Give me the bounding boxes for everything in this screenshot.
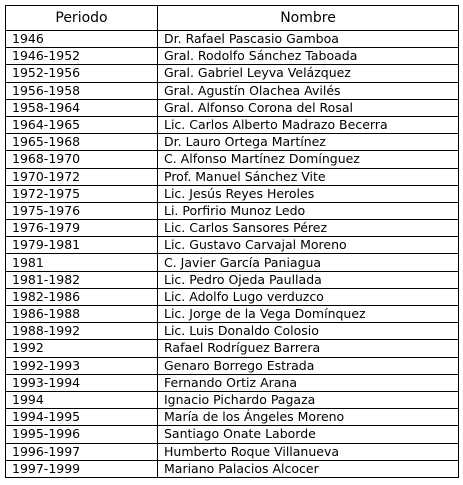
table-row: [6, 340, 459, 357]
table-row: [6, 271, 459, 288]
periodo-cell: 1994: [6, 391, 158, 408]
nombre-cell: Mariano Palacios Alcocer: [158, 460, 459, 477]
periodo-cell: 1946-1952: [6, 48, 158, 65]
nombre-cell: Lic. Gustavo Carvajal Moreno: [158, 237, 459, 254]
table-row: [6, 237, 459, 254]
periodo-cell: 1993-1994: [6, 374, 158, 391]
nombre-cell: Gral. Gabriel Leyva Velázquez: [158, 65, 459, 82]
table-row: [6, 288, 459, 305]
table-container: [5, 5, 459, 478]
nombre-cell: Prof. Manuel Sánchez Vite: [158, 168, 459, 185]
header-row: [6, 6, 459, 31]
table-row: [6, 357, 459, 374]
nombre-cell: Lic. Luis Donaldo Colosio: [158, 323, 459, 340]
table-row: [6, 65, 459, 82]
table-row: [6, 99, 459, 116]
periodo-cell: 1981: [6, 254, 158, 271]
nombre-cell: Lic. Jorge de la Vega Domínquez: [158, 306, 459, 323]
nombre-cell: C. Javier García Paniagua: [158, 254, 459, 271]
nombre-cell: C. Alfonso Martínez Domínguez: [158, 151, 459, 168]
nombre-cell: Genaro Borrego Estrada: [158, 357, 459, 374]
table-row: [6, 185, 459, 202]
table-row: [6, 134, 459, 151]
nombre-cell: Dr. Lauro Ortega Martínez: [158, 134, 459, 151]
periodo-cell: 1992-1993: [6, 357, 158, 374]
periodo-cell: 1976-1979: [6, 220, 158, 237]
nombre-cell: Ignacio Pichardo Pagaza: [158, 391, 459, 408]
periodo-cell: 1992: [6, 340, 158, 357]
nombre-cell: Lic. Pedro Ojeda Paullada: [158, 271, 459, 288]
header-nombre: Nombre: [158, 6, 459, 31]
periodo-cell: 1956-1958: [6, 82, 158, 99]
nombre-cell: Santiago Onate Laborde: [158, 426, 459, 443]
nombre-cell: Lic. Carlos Sansores Pérez: [158, 220, 459, 237]
periodo-cell: 1952-1956: [6, 65, 158, 82]
table-row: [6, 31, 459, 48]
nombre-cell: Li. Porfirio Munoz Ledo: [158, 202, 459, 219]
nombre-cell: Rafael Rodríguez Barrera: [158, 340, 459, 357]
table-row: [6, 151, 459, 168]
table-row: [6, 202, 459, 219]
periodo-cell: 1996-1997: [6, 443, 158, 460]
table-row: [6, 426, 459, 443]
table-row: [6, 168, 459, 185]
nombre-cell: Lic. Jesús Reyes Heroles: [158, 185, 459, 202]
periodo-cell: 1970-1972: [6, 168, 158, 185]
table-row: [6, 443, 459, 460]
periodo-cell: 1988-1992: [6, 323, 158, 340]
presidents-table: [5, 5, 459, 478]
periodo-cell: 1997-1999: [6, 460, 158, 477]
periodo-cell: 1995-1996: [6, 426, 158, 443]
periodo-cell: 1946: [6, 31, 158, 48]
table-row: [6, 82, 459, 99]
header-periodo: Periodo: [6, 6, 158, 31]
table-row: [6, 116, 459, 133]
table-row: [6, 48, 459, 65]
nombre-cell: Lic. Carlos Alberto Madrazo Becerra: [158, 116, 459, 133]
table-row: [6, 306, 459, 323]
table-row: [6, 254, 459, 271]
periodo-cell: 1994-1995: [6, 409, 158, 426]
nombre-cell: Fernando Ortiz Arana: [158, 374, 459, 391]
periodo-cell: 1965-1968: [6, 134, 158, 151]
periodo-cell: 1964-1965: [6, 116, 158, 133]
periodo-cell: 1979-1981: [6, 237, 158, 254]
table-row: [6, 391, 459, 408]
periodo-cell: 1975-1976: [6, 202, 158, 219]
periodo-cell: 1968-1970: [6, 151, 158, 168]
table-body: [6, 31, 459, 478]
table-row: [6, 460, 459, 477]
nombre-cell: Gral. Agustín Olachea Avilés: [158, 82, 459, 99]
table-row: [6, 323, 459, 340]
periodo-cell: 1958-1964: [6, 99, 158, 116]
table-row: [6, 409, 459, 426]
periodo-cell: 1972-1975: [6, 185, 158, 202]
nombre-cell: Lic. Adolfo Lugo verduzco: [158, 288, 459, 305]
nombre-cell: Gral. Rodolfo Sánchez Taboada: [158, 48, 459, 65]
table-row: [6, 220, 459, 237]
periodo-cell: 1986-1988: [6, 306, 158, 323]
nombre-cell: Gral. Alfonso Corona del Rosal: [158, 99, 459, 116]
periodo-cell: 1981-1982: [6, 271, 158, 288]
periodo-cell: 1982-1986: [6, 288, 158, 305]
table-row: [6, 374, 459, 391]
nombre-cell: María de los Ángeles Moreno: [158, 409, 459, 426]
nombre-cell: Humberto Roque Villanueva: [158, 443, 459, 460]
nombre-cell: Dr. Rafael Pascasio Gamboa: [158, 31, 459, 48]
